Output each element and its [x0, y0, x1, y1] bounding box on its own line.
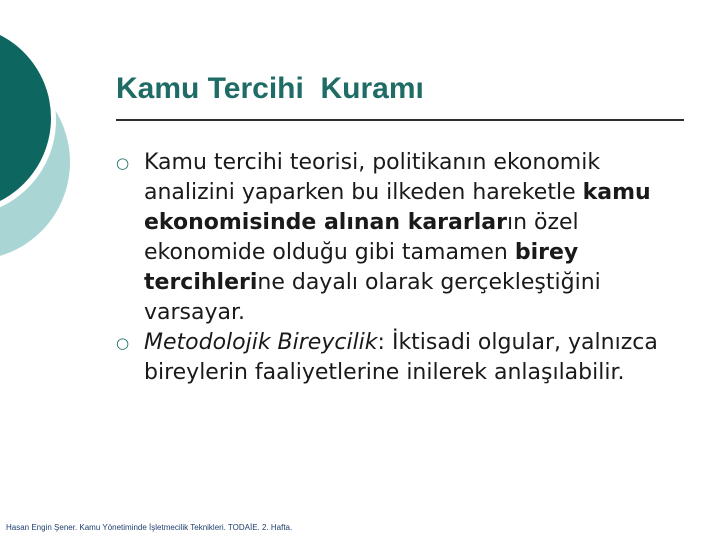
title-divider — [116, 119, 684, 121]
hollow-circle-bullet-icon: ○ — [116, 154, 130, 172]
bullet-item-2 — [116, 328, 676, 388]
bullet-1-bold-phrase-1: kamu ekonomisinde alınan kararlar — [144, 180, 651, 235]
bullet-2-text: : İktisadi olgular, yalnızca bireylerin faaliyetlerine inilerek anlaşılabilir. — [144, 330, 658, 385]
slide-title: Kamu Tercihi Kuramı — [116, 72, 424, 105]
bullet-list — [116, 148, 676, 388]
bullet-1-text-3: ne dayalı olarak gerçekleştiğini varsayar. — [144, 270, 601, 325]
bullet-item-1 — [116, 148, 676, 328]
bullet-2-italic-term: Metodolojik Bireycilik — [144, 330, 378, 355]
bullet-1-bold-phrase-2: birey tercihleri — [144, 240, 579, 295]
hollow-circle-bullet-icon: ○ — [116, 334, 130, 352]
bullet-1-text-2: ın özel ekonomide olduğu gibi tamamen — [144, 210, 579, 265]
decorative-circles-graphic — [0, 0, 120, 300]
bullet-1-text-1: Kamu tercihi teorisi, politikanın ekonomik analizini yaparken bu ilkeden hareketle — [144, 150, 601, 205]
slide-footer-citation: Hasan Engin Şener. Kamu Yönetiminde İşletmecilik Teknikleri. TODAİE. 2. Hafta. — [6, 523, 293, 532]
